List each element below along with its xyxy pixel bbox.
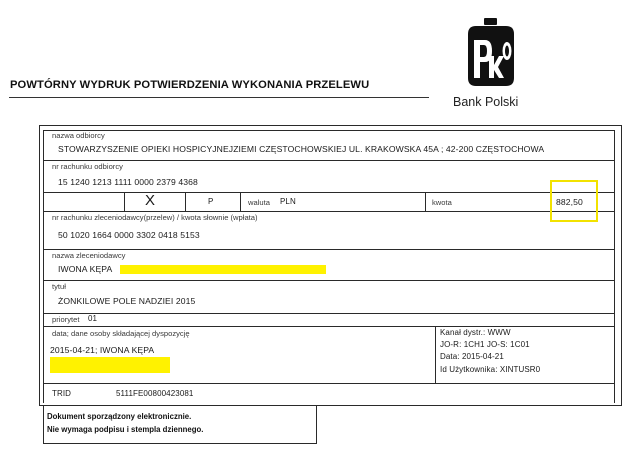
divider [43,326,615,327]
bank-name: Bank Polski [453,95,519,109]
pko-logo-icon [462,16,520,90]
transfer-type-p: P [208,197,214,206]
sender-name-label: nazwa zleceniodawcy [52,251,126,260]
sender-account-label: nr rachunku zleceniodawcy(przelew) / kwota słownie (wpłata) [52,213,258,222]
divider [43,383,615,384]
redaction-highlight [50,357,170,373]
payment-title-label: tytuł [52,282,66,291]
divider [43,130,615,131]
channel-line-4: Id Użytkownika: XINTUSR0 [440,365,541,374]
footer-line-1: Dokument sporządzony elektronicznie. [47,412,192,421]
title-underline [9,97,429,98]
recipient-account-label: nr rachunku odbiorcy [52,162,123,171]
divider [43,313,615,314]
trid-label: TRID [52,389,72,398]
transfer-type-x-mark: X [145,192,156,209]
divider [614,130,615,403]
disposer-value: 2015-04-21; IWONA KĘPA [50,345,155,355]
channel-line-2: JO-R: 1CH1 JO-S: 1C01 [440,340,530,349]
document-title: POWTÓRNY WYDRUK POTWIERDZENIA WYKONANIA PRZELEWU [10,79,370,91]
disposer-label: data; dane osoby składającej dyspozycję [52,329,190,338]
amount-value: 882,50 [556,197,583,207]
footer-line-2: Nie wymaga podpisu i stempla dziennego. [47,425,204,434]
divider [124,192,125,211]
divider [43,249,615,250]
divider [240,192,241,211]
divider [435,326,436,383]
sender-account-value: 50 1020 1664 0000 3302 0418 5153 [58,230,200,240]
recipient-label: nazwa odbiorcy [52,131,105,140]
priority-label: priorytet [52,315,80,324]
divider [185,192,186,211]
sender-name-value: IWONA KĘPA [58,264,113,274]
divider [43,192,615,193]
divider [43,160,615,161]
payment-title-value: ŻONKILOWE POLE NADZIEI 2015 [58,296,196,306]
currency-value: PLN [280,197,296,206]
redaction-highlight [120,265,326,274]
recipient-value: STOWARZYSZENIE OPIEKI HOSPICYJNEJZIEMI CZĘSTOCHOWSKIEJ UL. KRAKOWSKA 45A ; 42-200 CZĘSTOCHOWA [58,144,545,154]
amount-label: kwota [432,198,452,207]
divider [425,192,426,211]
priority-value: 01 [88,314,98,323]
trid-value: 5111FE00800423081 [116,389,194,398]
divider [43,211,615,212]
channel-line-1: Kanał dystr.: WWW [440,328,511,337]
divider [43,280,615,281]
divider [43,130,44,403]
channel-line-3: Data: 2015-04-21 [440,352,504,361]
currency-label: waluta [248,198,270,207]
recipient-account-value: 15 1240 1213 1111 0000 2379 4368 [58,177,198,187]
